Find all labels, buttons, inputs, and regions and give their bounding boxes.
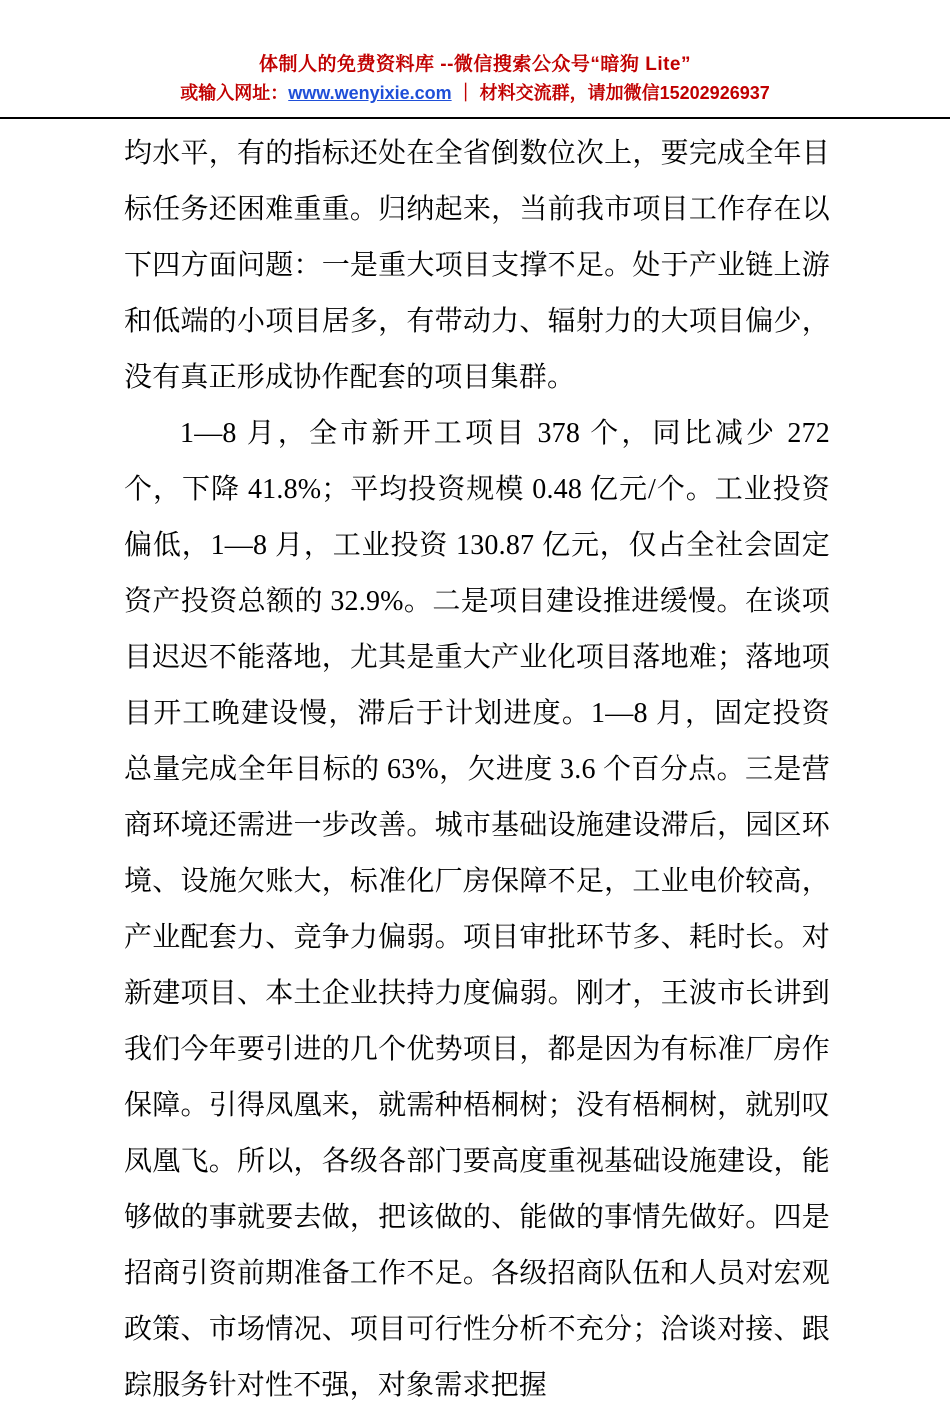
banner-divider bbox=[0, 117, 950, 119]
banner-url-prefix: 或输入网址： bbox=[180, 83, 289, 103]
banner-website-link[interactable]: www.wenyixie.com bbox=[288, 83, 452, 103]
paragraph-1: 均水平，有的指标还处在全省倒数位次上，要完成全年目标任务还困难重重。归纳起来，当前我市项目工作存在以下四方面问题：一是重大项目支撑不足。处于产业链上游和低端的小项目居多，有带动力、辐射力的大项目偏少，没有真正形成协作配套的项目集群。 bbox=[124, 138, 830, 393]
banner-wechat-note: --微信搜索公众号“暗狗 Lite” bbox=[434, 54, 691, 75]
banner-line-2 bbox=[0, 80, 950, 106]
paragraph-2: 1—8 月，全市新开工项目 378 个，同比减少 272 个，下降 41.8%；平均投资规模 0.48 亿元/个。工业投资偏低，1—8 月，工业投资 130.87 亿元，仅占全社会固定资产投资总额的 32.9%。二是项目建设推进缓慢。在谈项目迟迟不能落地，尤其是重大产业化项目落地难；落地项目开工晚建设慢，滞后于计划进度。1—8 月，固定投资总量完成全年目标的 63%，欠进度 3.6 个百分点。三是营商环境还需进一步改善。城市基础设施建设滞后，园区环境、设施欠账大，标准化厂房保障不足，工业电价较高，产业配套力、竞争力偏弱。项目审批环节多、耗时长。对新建项目、本土企业扶持力度偏弱。刚才，王波市长讲到我们今年要引进的几个优势项目，都是因为有标准厂房作保障。引得凤凰来，就需种梧桐树；没有梧桐树，就别叹凤凰飞。所以，各级各部门要高度重视基础设施建设，能够做的事就要去做，把该做的、能做的事情先做好。四是招商引资前期准备工作不足。各级招商队伍和人员对宏观政策、市场情况、项目可行性分析不充分；洽谈对接、跟踪服务针对性不强，对象需求把握 bbox=[124, 418, 830, 1401]
promo-banner bbox=[0, 52, 950, 106]
banner-line-1 bbox=[0, 52, 950, 78]
banner-group-note: ｜ 材料交流群，请加微信15202926937 bbox=[451, 83, 770, 103]
document-body bbox=[124, 126, 830, 1414]
banner-brand: 体制人的免费资料库 bbox=[258, 54, 435, 75]
